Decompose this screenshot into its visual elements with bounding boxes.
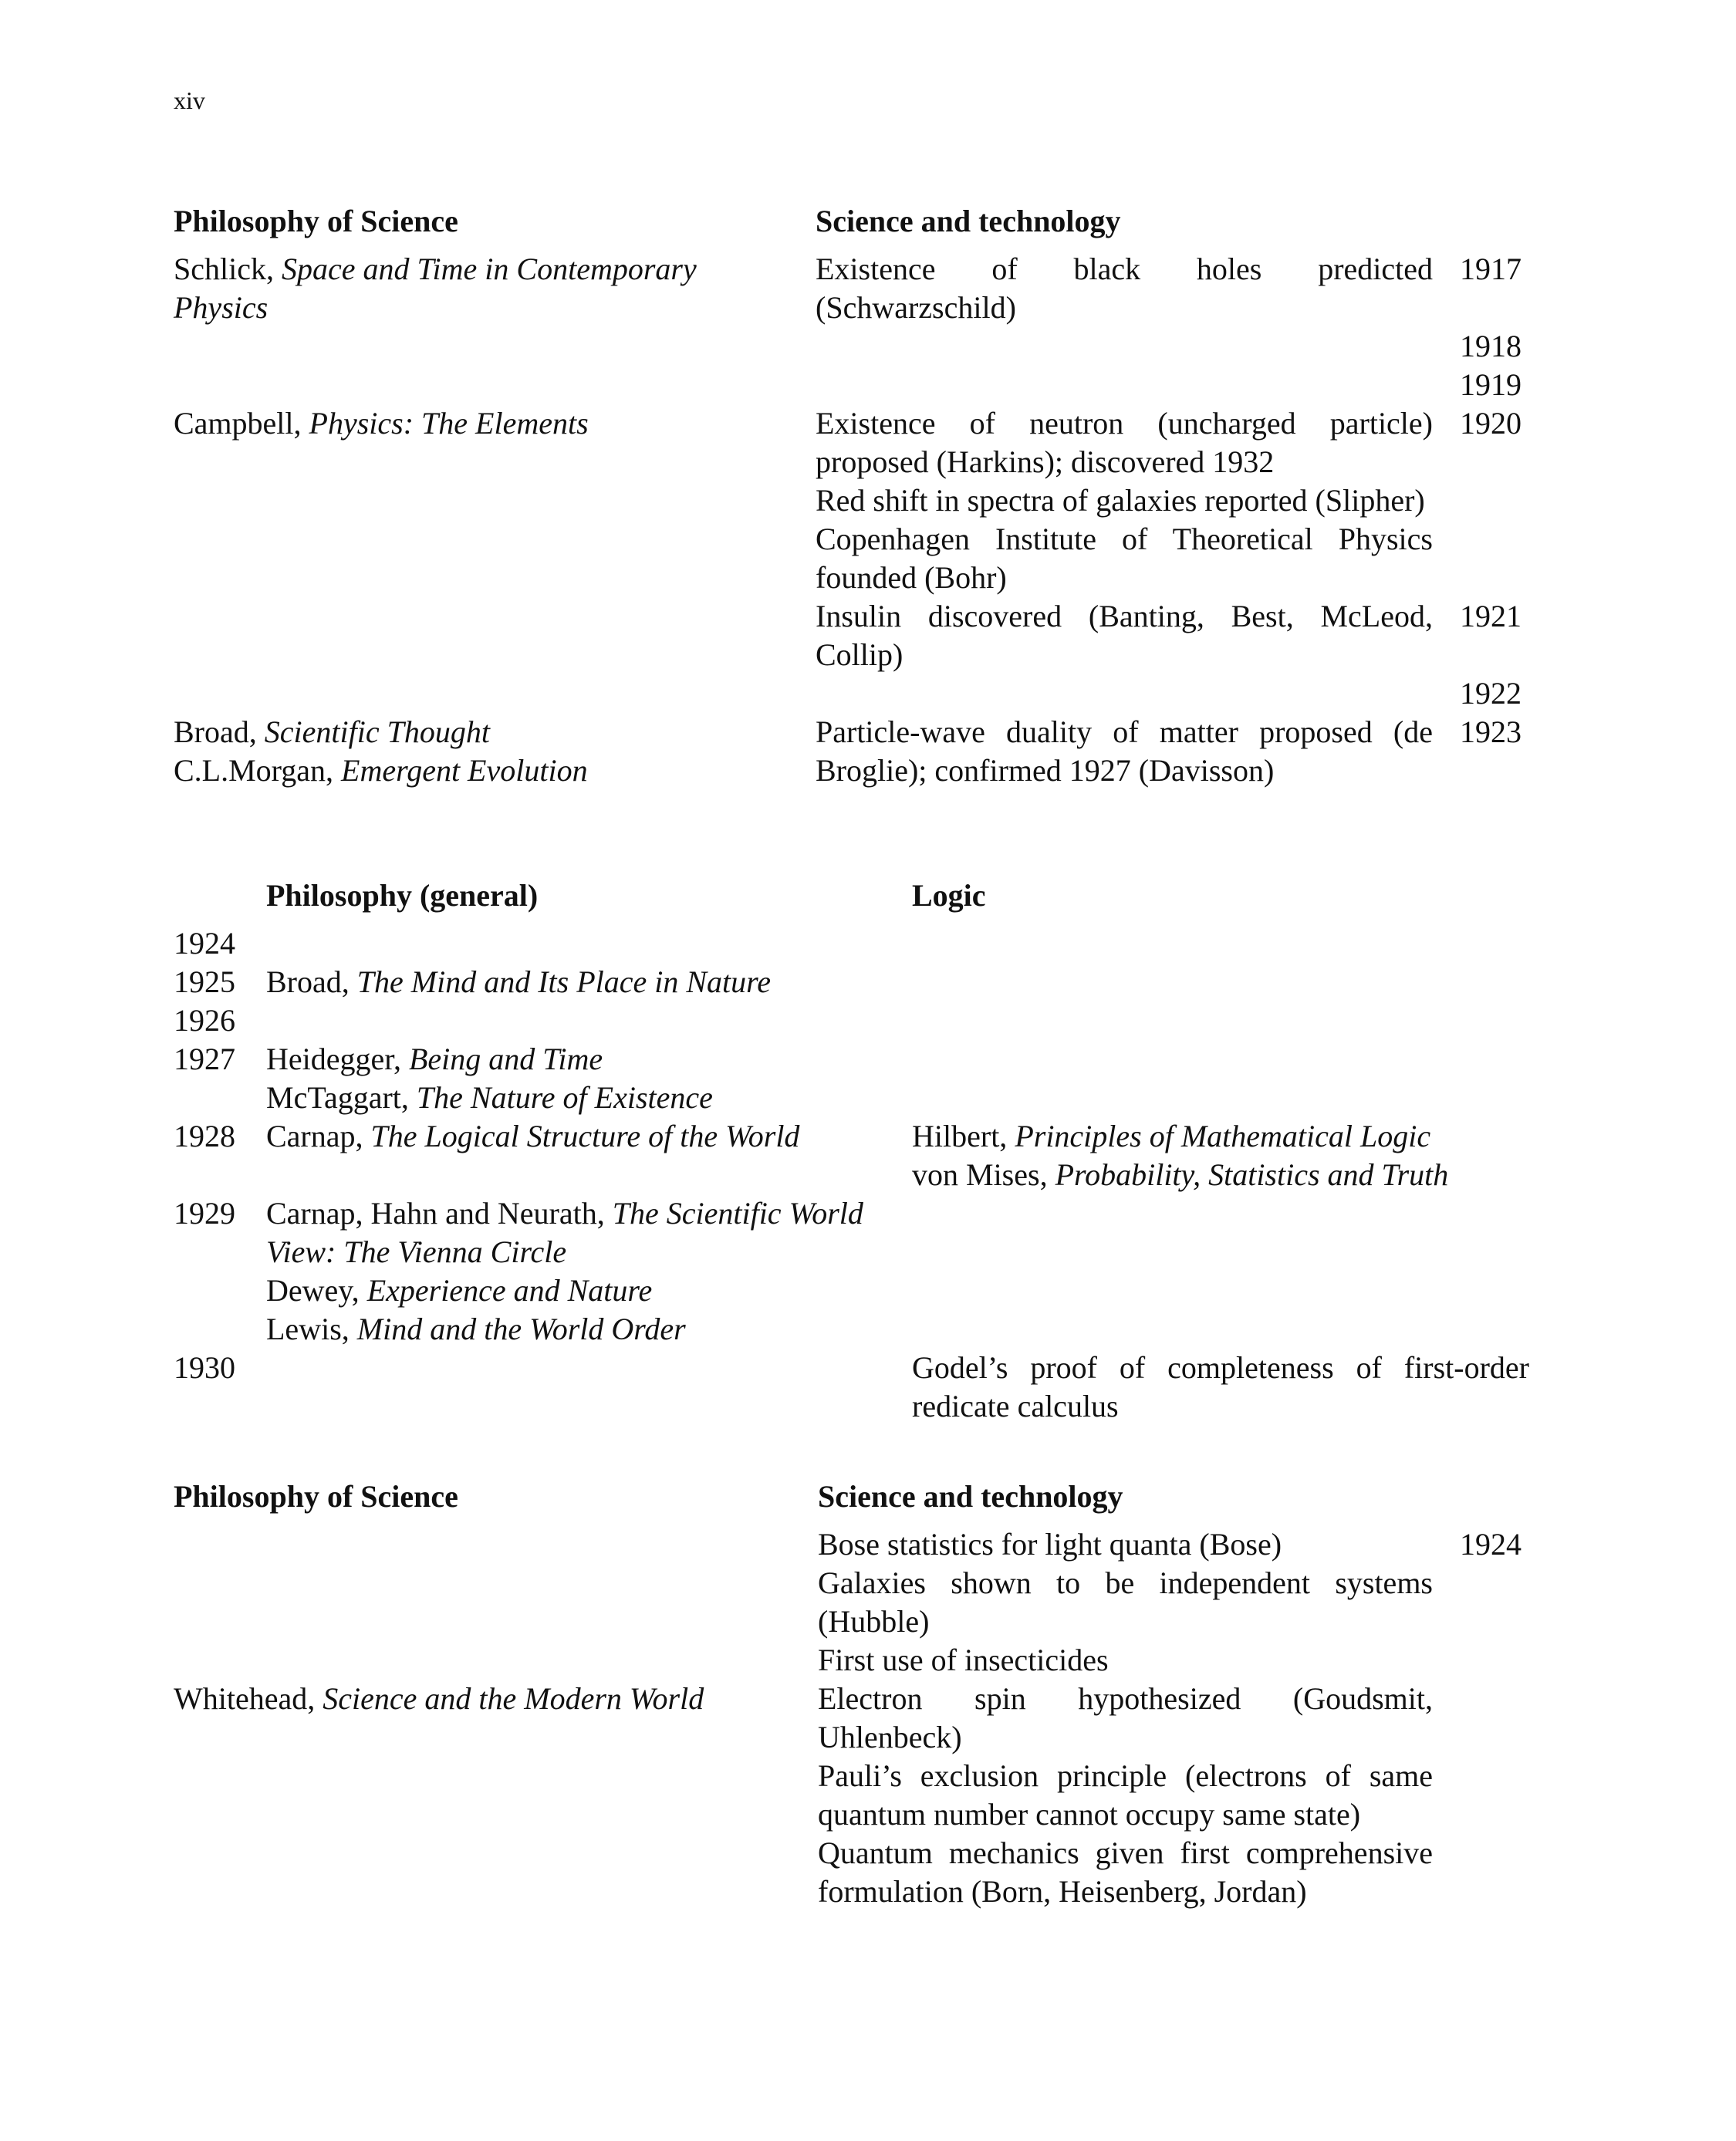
science-entry: Pauli’s exclusion principle (electrons of same quantum number cannot occupy same state) (818, 1758, 1433, 1832)
citation (266, 1079, 912, 1117)
header-science-and-technology: Science and technology (816, 204, 1121, 238)
section-header (174, 202, 1543, 241)
citation-author: Schlick, (174, 252, 282, 286)
science-entry: Existence of neutron (uncharged particle) proposed (Harkins); discovered 1932 (816, 406, 1433, 479)
year-label: 1927 (174, 1042, 235, 1076)
citation-author: Carnap, Hahn and Neurath, (266, 1196, 613, 1231)
philosophy-entry (174, 404, 789, 597)
timeline-row (174, 1349, 1543, 1426)
citation (266, 1310, 912, 1349)
philosophy-entries (266, 924, 912, 963)
citation-title: Science and the Modern World (323, 1681, 704, 1716)
header-logic: Logic (912, 878, 986, 913)
citation-title: Principles of Mathematical Logic (1015, 1119, 1431, 1153)
citation (174, 404, 789, 443)
citation (266, 963, 912, 1001)
science-entry: Red shift in spectra of galaxies reported (Slipher) (816, 483, 1425, 518)
citation-author: McTaggart, (266, 1080, 417, 1115)
science-entry: Particle-wave duality of matter proposed (de Broglie); confirmed 1927 (Davisson) (816, 714, 1433, 788)
timeline-row (174, 366, 1543, 404)
year-label: 1928 (174, 1119, 235, 1153)
citation-title: The Logical Structure of the World (370, 1119, 800, 1153)
year-label: 1922 (1460, 676, 1522, 711)
science-entries (816, 366, 1433, 404)
year-label: 1919 (1460, 367, 1522, 402)
science-entry: Copenhagen Institute of Theoretical Physics founded (Bohr) (816, 522, 1433, 595)
section-header (174, 876, 1543, 915)
science-entry: Existence of black holes predicted (Schwarzschild) (816, 252, 1433, 325)
timeline-row (174, 713, 1543, 790)
citation-title: Mind and the World Order (356, 1312, 686, 1346)
header-philosophy-of-science: Philosophy of Science (174, 1479, 458, 1514)
citation (266, 1117, 912, 1156)
science-entries (818, 1525, 1433, 1680)
timeline-row (174, 963, 1543, 1001)
philosophy-entries (266, 1349, 912, 1426)
citation-title: The Mind and Its Place in Nature (356, 964, 771, 999)
section-philosophy-of-science-1924 (174, 1477, 1543, 1911)
citation-title: Scientific Thought (264, 714, 490, 749)
year-label: 1926 (174, 1003, 235, 1038)
philosophy-entries (266, 1194, 912, 1349)
citation-author: C.L.Morgan, (174, 753, 342, 788)
philosophy-entry (174, 1525, 791, 1680)
philosophy-entry (174, 250, 789, 327)
citation (174, 1680, 791, 1718)
logic-entries (912, 1040, 1529, 1117)
philosophy-entries (266, 1117, 912, 1194)
timeline-row (174, 597, 1543, 674)
year-label: 1918 (1460, 329, 1522, 363)
philosophy-entry (174, 366, 789, 404)
citation-author: Lewis, (266, 1312, 357, 1346)
citation-title: Being and Time (408, 1042, 603, 1076)
citation (174, 250, 789, 327)
citation (912, 1117, 1529, 1156)
year-label: 1923 (1460, 714, 1522, 749)
citation (266, 1040, 912, 1079)
year-label: 1924 (174, 926, 235, 961)
citation-title: Space and Time in Contemporary Physics (174, 252, 697, 325)
science-entries (816, 404, 1433, 597)
timeline-row (174, 1680, 1543, 1911)
timeline-row (174, 674, 1543, 713)
citation-author: Heidegger, (266, 1042, 409, 1076)
citation (912, 1156, 1529, 1194)
logic-entries (912, 924, 1529, 963)
timeline-row (174, 1117, 1543, 1194)
page-number: xiv (174, 86, 205, 114)
header-philosophy-general: Philosophy (general) (266, 878, 539, 913)
science-entry: Quantum mechanics given first comprehensive formulation (Born, Heisenberg, Jordan) (818, 1835, 1433, 1909)
logic-entries (912, 1117, 1529, 1194)
philosophy-entry (174, 327, 789, 366)
science-entries (818, 1680, 1433, 1911)
philosophy-entry (174, 713, 789, 790)
citation (266, 1194, 912, 1271)
header-science-and-technology: Science and technology (818, 1479, 1123, 1514)
timeline-row (174, 1194, 1543, 1349)
timeline-row (174, 327, 1543, 366)
citation-author: Carnap, (266, 1119, 371, 1153)
year-label: 1925 (174, 964, 235, 999)
philosophy-entry (174, 1680, 791, 1911)
year-label: 1917 (1460, 252, 1522, 286)
timeline-rows (174, 1525, 1543, 1911)
citation-title: Probability, Statistics and Truth (1055, 1157, 1449, 1192)
citation-author: Broad, (266, 964, 357, 999)
year-label: 1924 (1460, 1527, 1522, 1562)
year-label: 1921 (1460, 599, 1522, 633)
science-entry: First use of insecticides (818, 1643, 1109, 1677)
citation-title: Physics: The Elements (309, 406, 589, 441)
citation-author: Whitehead, (174, 1681, 323, 1716)
timeline-row (174, 1525, 1543, 1680)
science-entry: Insulin discovered (Banting, Best, McLeod, Collip) (816, 599, 1433, 672)
philosophy-entry (174, 597, 789, 674)
section-philosophy-of-science-1917 (174, 202, 1543, 790)
timeline-rows (174, 250, 1543, 790)
header-philosophy-of-science: Philosophy of Science (174, 204, 458, 238)
timeline-rows (174, 924, 1543, 1426)
citation-title: Emergent Evolution (341, 753, 588, 788)
timeline-row (174, 1040, 1543, 1117)
citation-title: The Nature of Existence (416, 1080, 713, 1115)
science-entry: Bose statistics for light quanta (Bose) (818, 1527, 1282, 1562)
citation-author: Hilbert, (912, 1119, 1015, 1153)
citation (174, 713, 789, 751)
citation-author: Campbell, (174, 406, 309, 441)
science-entry: Electron spin hypothesized (Goudsmit, Uhlenbeck) (818, 1681, 1433, 1754)
year-label: 1930 (174, 1350, 235, 1385)
year-label: 1920 (1460, 406, 1522, 441)
citation (266, 1271, 912, 1310)
science-entry: Galaxies shown to be independent systems (Hubble) (818, 1565, 1433, 1639)
logic-entries (912, 963, 1529, 1001)
philosophy-entries (266, 1001, 912, 1040)
logic-entry: Godel’s proof of completeness of first-order redicate calculus (912, 1350, 1529, 1423)
timeline-row (174, 1001, 1543, 1040)
science-entries (816, 327, 1433, 366)
philosophy-entries (266, 963, 912, 1001)
year-label (1460, 1680, 1543, 1911)
science-entries (816, 250, 1433, 327)
philosophy-entry (174, 674, 789, 713)
timeline-row (174, 404, 1543, 597)
science-entries (816, 674, 1433, 713)
timeline-row (174, 250, 1543, 327)
citation-author: Dewey, (266, 1273, 367, 1308)
logic-entries (912, 1194, 1529, 1349)
philosophy-entries (266, 1040, 912, 1117)
timeline-row (174, 924, 1543, 963)
logic-entries (912, 1349, 1529, 1426)
citation (174, 751, 789, 790)
citation-title: Experience and Nature (366, 1273, 653, 1308)
citation-author: von Mises, (912, 1157, 1055, 1192)
science-entries (816, 597, 1433, 674)
section-header (174, 1477, 1543, 1516)
year-label: 1929 (174, 1196, 235, 1231)
science-entries (816, 713, 1433, 790)
citation-author: Broad, (174, 714, 265, 749)
citation-title: The Scientific World View: The Vienna Circle (266, 1196, 863, 1269)
logic-entries (912, 1001, 1529, 1040)
section-philosophy-general-1924 (174, 876, 1543, 1426)
